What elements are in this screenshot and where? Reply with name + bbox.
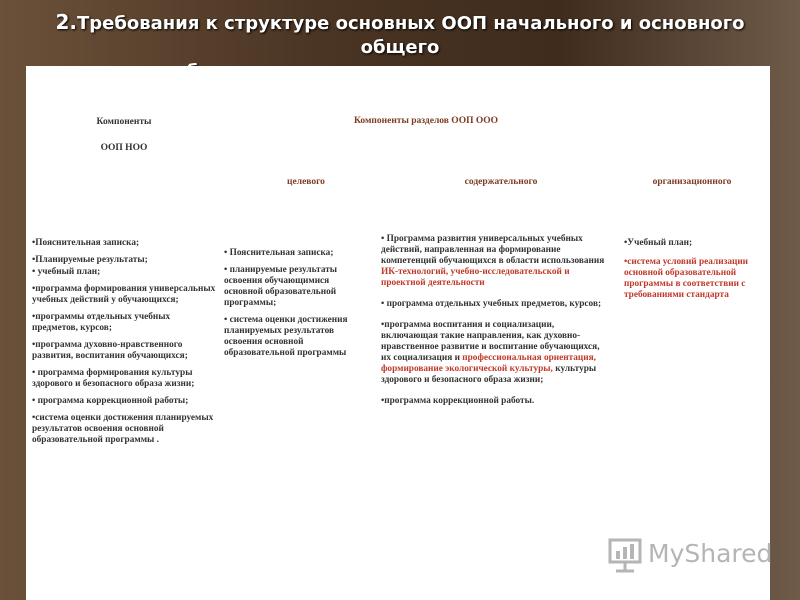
- list-item: •Планируемые результаты;: [32, 255, 148, 265]
- left-column-header: [84, 116, 164, 154]
- subheader-content: содержательного: [464, 177, 538, 187]
- list-item: • программа формирования культуры здорового и безопасного образа жизни;: [32, 368, 195, 389]
- column-target: [224, 248, 364, 365]
- left-header-line2: ООП НОО: [100, 143, 148, 153]
- presentation-icon: [606, 537, 644, 573]
- right-column-header: Компоненты разделов ООП ООО: [353, 116, 499, 126]
- logo-text: MyShared: [648, 539, 773, 568]
- list-item: •Учебный план;: [624, 238, 693, 248]
- list-item: • Пояснительная записка;: [224, 248, 334, 258]
- left-header-line1: Компоненты: [96, 117, 152, 127]
- list-item: •система оценки достижения планируемых результатов освоения основной образовательной программы .: [32, 413, 214, 445]
- list-item: •программа коррекционной работы.: [381, 396, 535, 406]
- list-item: • учебный план;: [32, 267, 101, 277]
- myshared-logo: [606, 535, 773, 575]
- list-item: •программы отдельных учебных предметов, курсов;: [32, 312, 171, 333]
- list-item: • Программа развития универсальных учебных действий, направленная на формирование компетенций обучающихся в области использования ИК-технологий, учебно-исследовательской и проектной деятельности: [381, 234, 605, 288]
- list-item: •система условий реализации основной образовательной программы в соответствии с требованиями стандарта: [624, 257, 749, 300]
- column-content: [381, 234, 611, 413]
- column-noo-components: [32, 238, 217, 452]
- title-number: 2.: [55, 10, 77, 34]
- list-item: •Пояснительная записка;: [32, 238, 140, 248]
- list-item: •программа духовно-нравственного развития, воспитания обучающихся;: [32, 340, 188, 361]
- subheader-org: организационного: [652, 177, 732, 187]
- column-org: [624, 238, 764, 307]
- list-item: •программа воспитания и социализации, включающая такие направления, как духовно-нравственное развитие и воспитание обучающихся, их социализация и профессиональная ориентация, формирование экологической культуры, культуры здорового и безопасного образа жизни;: [381, 320, 600, 385]
- subheader-target: целевого: [287, 177, 325, 187]
- list-item: • программа отдельных учебных предметов, курсов;: [381, 299, 602, 309]
- title-line1: Требования к структуре основных ООП начального и основного общего: [76, 13, 745, 58]
- list-item: • система оценки достижения планируемых результатов освоения основной образовательной программы: [224, 315, 348, 358]
- list-item: •программа формирования универсальных учебных действий у обучающихся;: [32, 284, 216, 305]
- list-item: • планируемые результаты освоения обучающимися основной образовательной программы;: [224, 265, 338, 308]
- content-panel: [26, 66, 773, 600]
- list-item: • программа коррекционной работы;: [32, 396, 189, 406]
